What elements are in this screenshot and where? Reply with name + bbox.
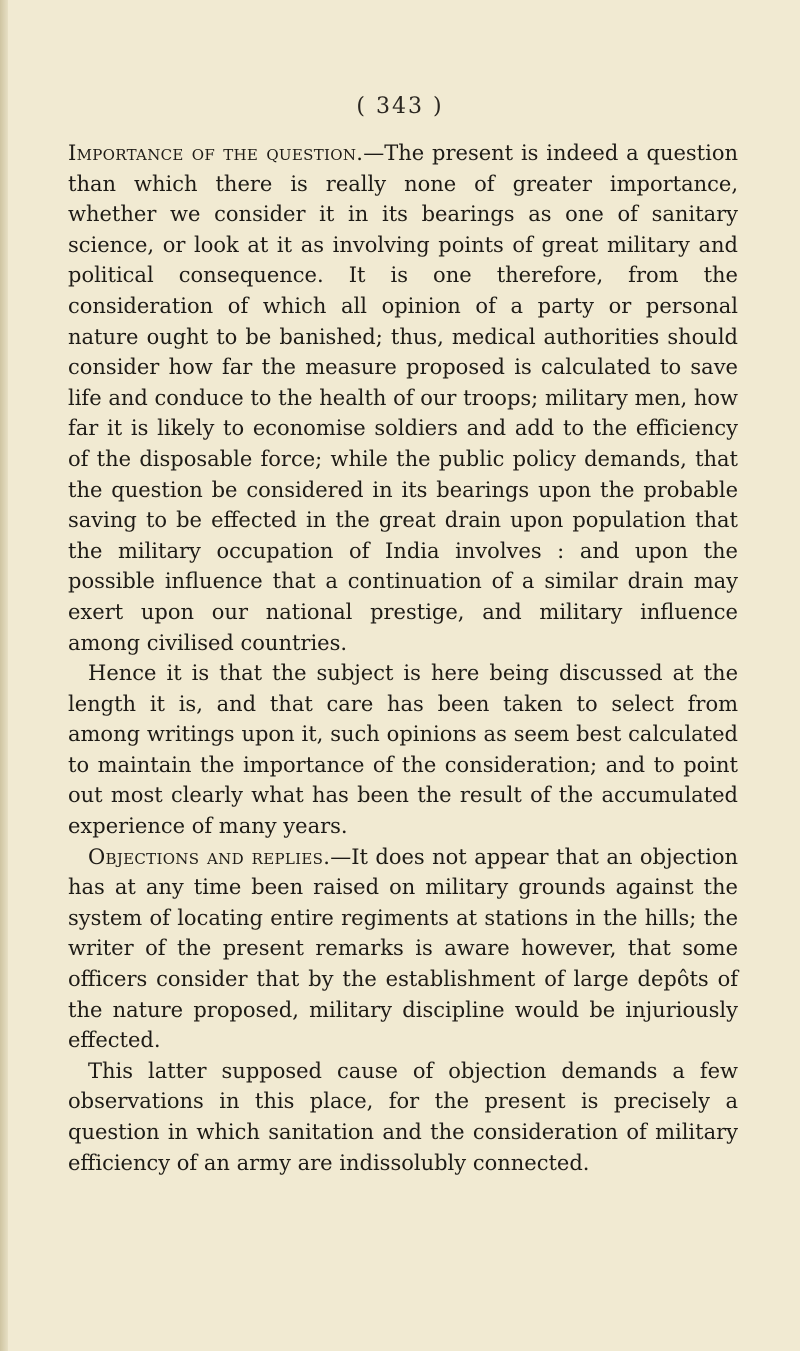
paragraph-latter <box>68 1056 738 1178</box>
body-text <box>68 138 738 1178</box>
paragraph-text: —It does not appear that an objection has at any time been raised on military grounds against the system of locating entire regiments at stations in the hills; the writer of the present remarks is aware however, that some officers consider that by the establishment of large depôts of the nature proposed, military discipline would be injuriously effected. <box>68 844 739 1053</box>
page-edge <box>0 0 8 1351</box>
paragraph-text: This latter supposed cause of objection demands a few observations in this place, for the present is precisely a question in which sanitation and the consideration of military efficiency of an army are indissolubly connected. <box>68 1058 738 1175</box>
paragraph-hence <box>68 658 738 842</box>
page-number: ( 343 ) <box>356 94 444 119</box>
paragraph-objections <box>68 842 738 1056</box>
paragraph-importance <box>68 138 738 658</box>
section-heading-objections: Objections and replies. <box>88 844 331 869</box>
paragraph-text: Hence it is that the subject is here being discussed at the length it is, and that care has been taken to select from among writings upon it, such opinions as seem best calculated to maintain the importance of the consideration; and to point out most clearly what has been the result of the accumulated experience of many years. <box>68 661 738 839</box>
paragraph-text: —The present is indeed a question than which there is really none of greater importance, whether we consider it in its bearings as one of sanitary science, or look at it as involving points of great military and political consequence. It is one therefore, from the consideration of which all opinion of a party or personal nature ought to be banished; thus, medical authorities should consider how far the measure proposed is calculated to save life and conduce to the health of our troops; military men, how far it is likely to economise soldiers and add to the efficiency of the disposable force; while the public policy demands, that the question be considered in its bearings upon the probable saving to be effected in the great drain upon population that the military occupation of India involves : and upon the possible influence that a continuation of a similar drain may exert upon our national prestige, and military influence among civilised countries. <box>68 141 739 655</box>
section-heading-importance: Importance of the question. <box>68 141 364 165</box>
